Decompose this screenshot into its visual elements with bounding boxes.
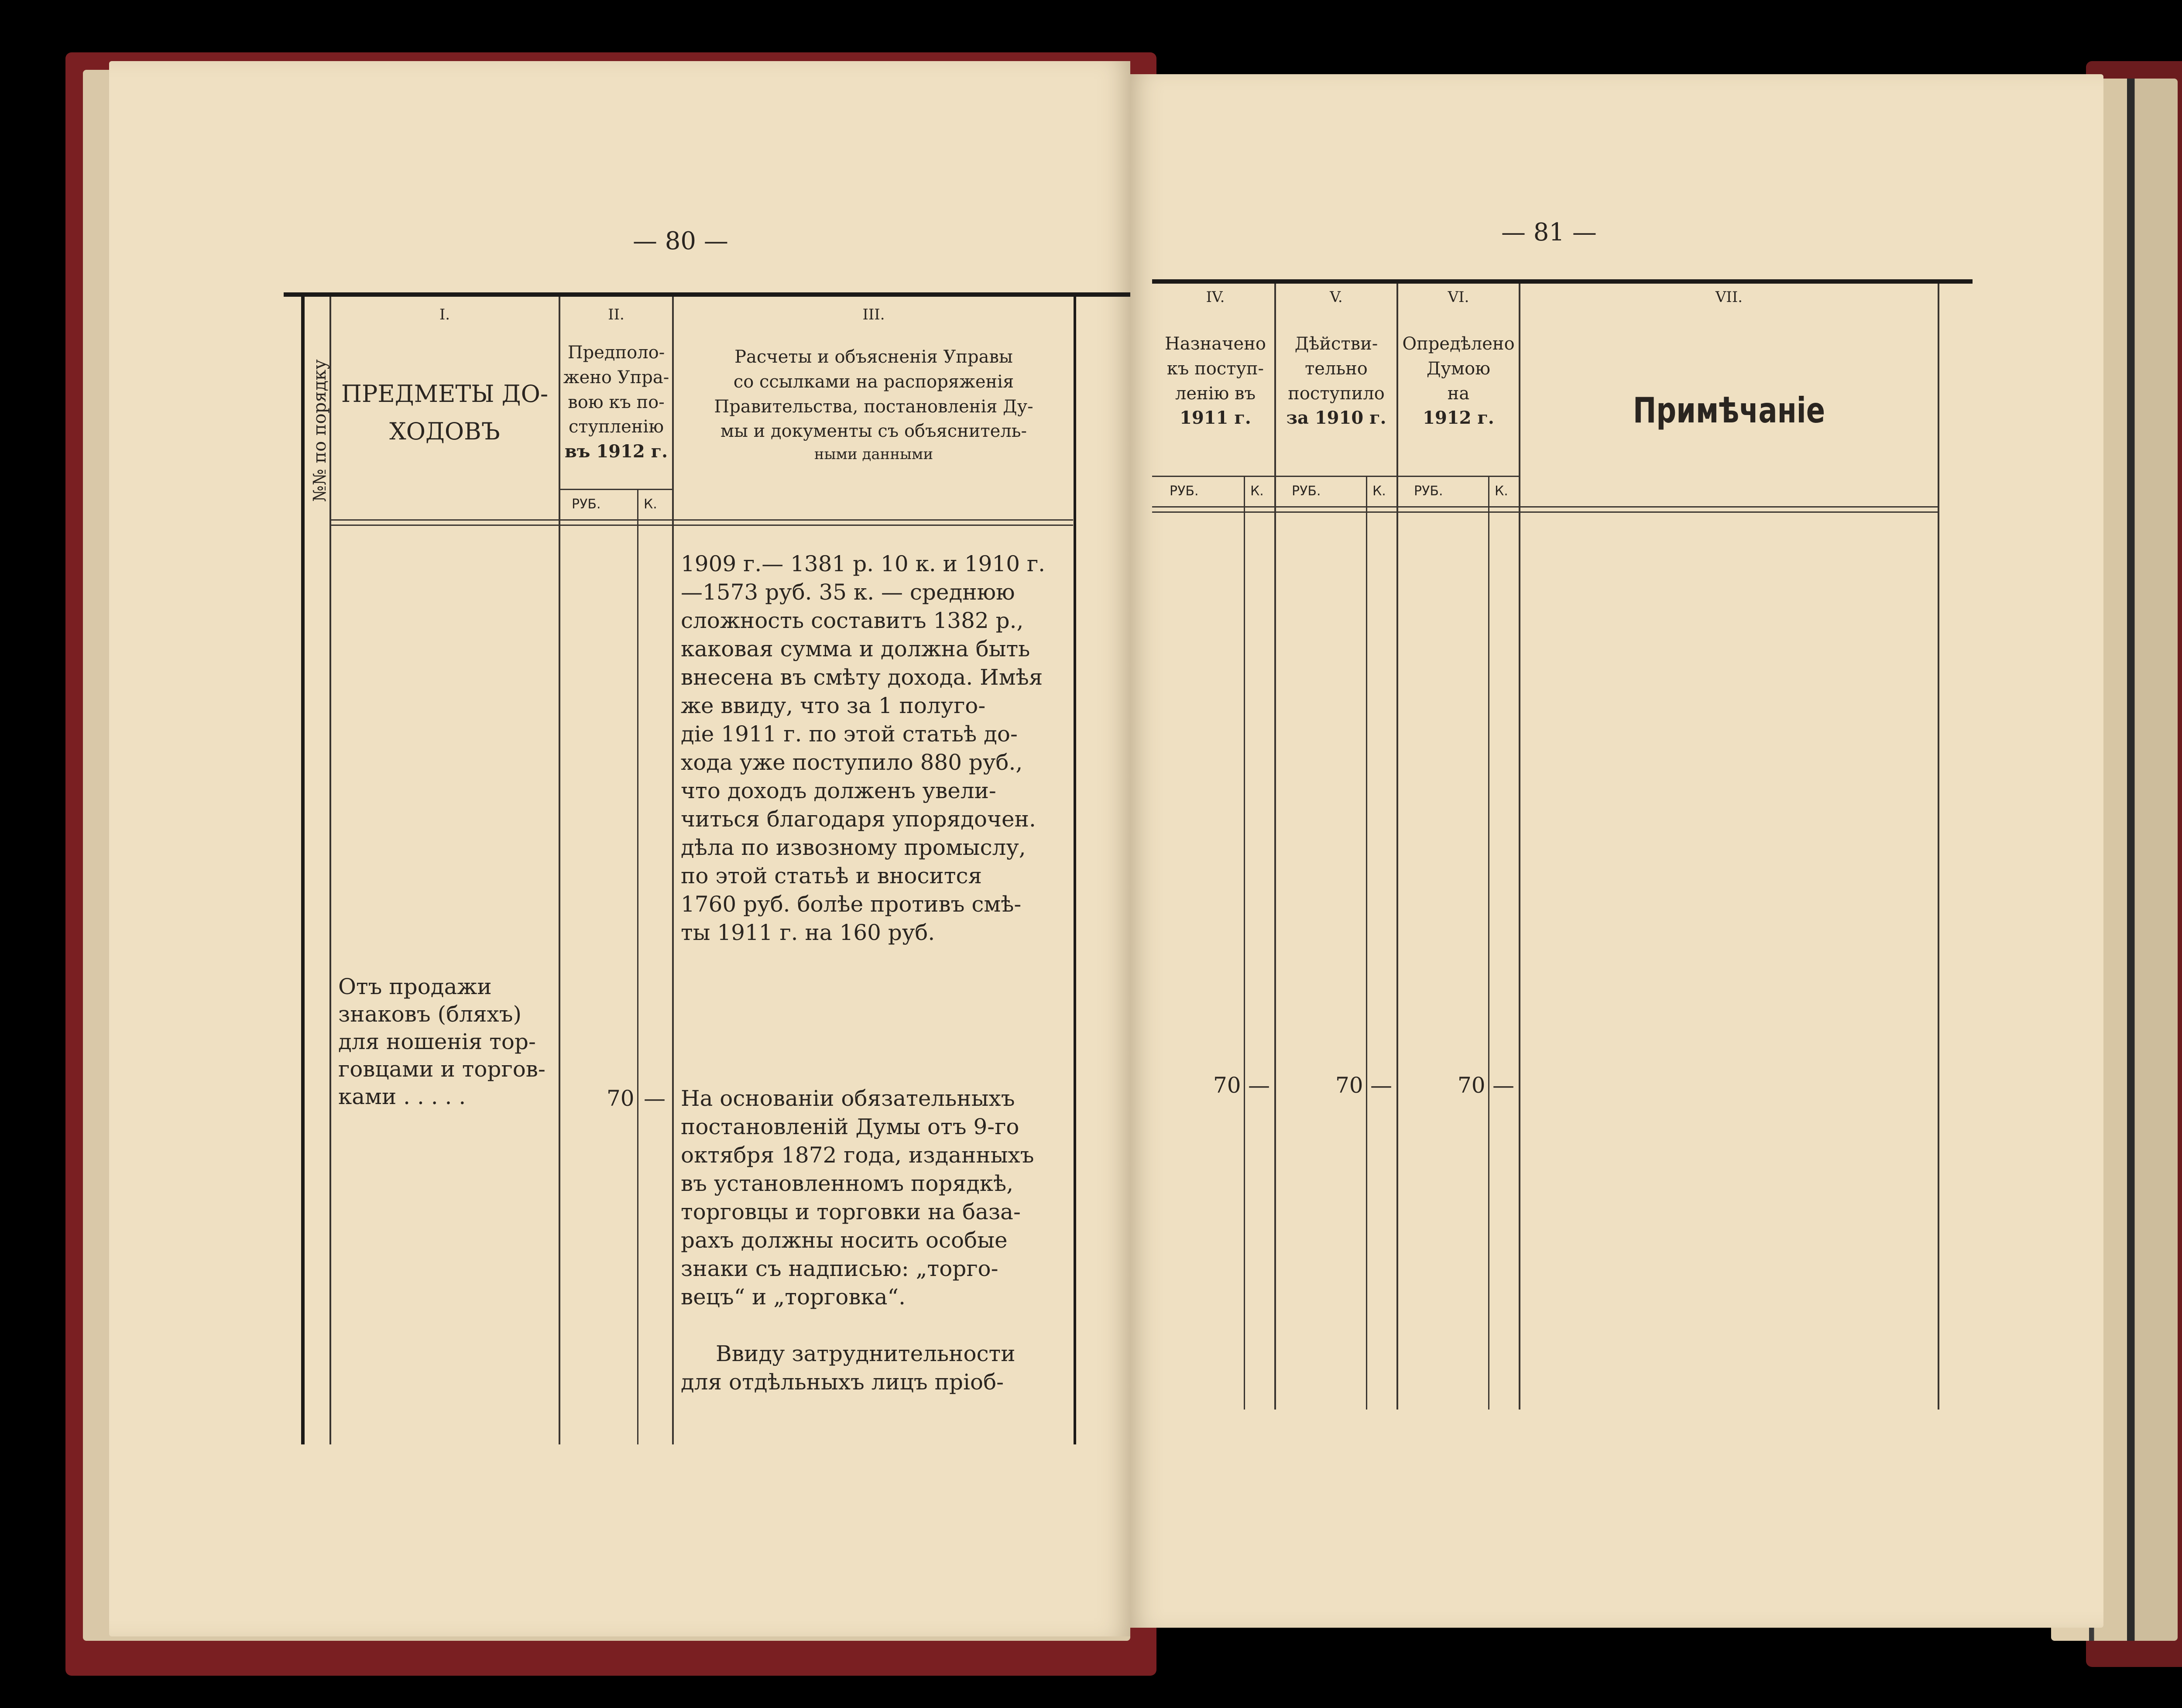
col7-right-rule — [1938, 284, 1939, 1410]
col2-header-line: жено Упра- — [563, 367, 669, 388]
header-bottom-rule-2 — [1152, 511, 1938, 513]
col4-unit-rub: РУБ. — [1170, 484, 1199, 499]
col2-kop-rule — [637, 489, 638, 1444]
col2-header-line: въ 1912 г. — [564, 441, 668, 462]
col7-roman: VII. — [1715, 288, 1743, 306]
text-line: —1573 руб. 35 к. — среднюю — [681, 580, 1015, 605]
item-label-line: ками . . . . . — [338, 1084, 466, 1109]
text-line: торговцы и торговки на база- — [681, 1199, 1021, 1224]
col3-header-line: ными данными — [814, 446, 933, 463]
col5-roman: V. — [1330, 288, 1343, 306]
col6-header-line: Думою — [1426, 358, 1491, 379]
col2-header-line: Предполо- — [567, 343, 665, 363]
text-line: что доходъ долженъ увели- — [681, 778, 996, 803]
item-label-line: знаковъ (бляхъ) — [338, 1001, 522, 1027]
header-bottom-rule-2 — [331, 525, 1073, 526]
col2-header — [560, 340, 672, 464]
col5-header-line: тельно — [1305, 358, 1368, 379]
text-line: въ установленномъ порядкѣ, — [681, 1171, 1014, 1196]
text-line: для отдѣльныхъ лицъ пріоб- — [681, 1369, 1004, 1395]
col6-header — [1398, 332, 1519, 431]
col2-right-rule — [672, 297, 674, 1444]
text-line: На основаніи обязательныхъ — [681, 1086, 1015, 1111]
header-bottom-rule-1 — [331, 519, 1073, 521]
col4-header-line: Назначено — [1165, 334, 1266, 354]
text-line: рахъ должны носить особые — [681, 1228, 1008, 1253]
item-amount-1912-proposed: 70 — [607, 1086, 635, 1111]
col5-right-rule — [1396, 284, 1398, 1410]
text-line: внесена въ смѣту дохода. Имѣя — [681, 665, 1043, 690]
col4-unit-kop: К. — [1250, 484, 1264, 499]
col5-unit-rub: РУБ. — [1292, 484, 1321, 499]
col3-header-line: Правительства, постановленія Ду- — [714, 396, 1033, 417]
item-label-line: говцами и торгов- — [338, 1056, 546, 1082]
col1-roman: I. — [439, 306, 450, 323]
col1-right-rule — [559, 297, 560, 1444]
col3-header-line: Расчеты и объясненія Управы — [734, 347, 1013, 367]
text-line: октября 1872 года, изданныхъ — [681, 1142, 1034, 1168]
col3-right-rule — [1074, 297, 1076, 1444]
text-line: 1909 г.— 1381 р. 10 к. и 1910 г. — [681, 551, 1046, 576]
col2-header-line: ступленію — [568, 417, 664, 437]
col2-unit-kop: К. — [644, 497, 657, 512]
text-line: хода уже поступило 880 руб., — [681, 750, 1023, 775]
col6-header-line: на — [1447, 383, 1470, 404]
text-line: сложность составитъ 1382 р., — [681, 608, 1024, 633]
units-rule — [1152, 476, 1519, 477]
text-line: же ввиду, что за 1 полуго- — [681, 693, 986, 718]
text-line: дѣла по извозному промыслу, — [681, 835, 1026, 860]
right-page — [1130, 74, 2103, 1628]
text-line: 1760 руб. болѣе противъ смѣ- — [681, 892, 1022, 917]
text-line: постановленій Думы отъ 9-го — [681, 1114, 1019, 1139]
explanation-text-2 — [681, 1084, 1069, 1311]
page-number-81: — 81 — — [1501, 218, 1597, 247]
col3-roman: III. — [862, 306, 885, 323]
col4-kop-rule — [1244, 476, 1245, 1410]
col6-header-line: 1912 г. — [1423, 408, 1494, 429]
text-line: ты 1911 г. на 160 руб. — [681, 920, 935, 945]
amount-1910-kop-dash: — — [1370, 1073, 1392, 1098]
col4-header — [1156, 332, 1274, 431]
col2-header-line: вою къ по- — [568, 392, 665, 412]
col5-unit-kop: К. — [1372, 484, 1386, 499]
col6-right-rule — [1519, 284, 1520, 1410]
amount-1910-actual: 70 — [1335, 1073, 1363, 1098]
amount-1912-kop-dash: — — [1492, 1073, 1514, 1098]
item-label-line: для ношенія тор- — [338, 1029, 536, 1054]
col4-header-line: къ поступ- — [1166, 358, 1264, 379]
col0-left-rule — [301, 297, 305, 1444]
col5-kop-rule — [1366, 476, 1367, 1410]
col1-header-line: ПРЕДМЕТЫ ДО- — [341, 380, 549, 408]
col4-roman: IV. — [1206, 288, 1225, 306]
table-top-rule — [1152, 279, 1973, 284]
item-label-line: Отъ продажи — [338, 974, 492, 999]
col1-header-line: ХОДОВЪ — [389, 418, 500, 446]
text-line: вецъ“ и „торговка“. — [681, 1284, 906, 1310]
col6-unit-kop: К. — [1495, 484, 1508, 499]
col3-header-line: со ссылками на распоряженія — [733, 371, 1014, 392]
col6-unit-rub: РУБ. — [1414, 484, 1443, 499]
text-line: діе 1911 г. по этой статьѣ до- — [681, 721, 1018, 747]
text-line: Ввиду затруднительности — [716, 1341, 1016, 1366]
col2-roman: II. — [608, 306, 624, 323]
col5-header-line: Дѣйстви- — [1294, 334, 1378, 354]
header-bottom-rule-1 — [1152, 506, 1938, 508]
col0-header: №№ по порядку — [310, 359, 330, 502]
item-kop-dash: — — [644, 1086, 666, 1111]
explanation-text-3 — [681, 1340, 1069, 1396]
col5-header — [1276, 332, 1396, 431]
col6-kop-rule — [1488, 476, 1489, 1410]
col4-right-rule — [1274, 284, 1276, 1410]
col5-header-line: поступило — [1288, 383, 1385, 404]
text-line: знаки съ надписью: „торго- — [681, 1256, 998, 1281]
col2-unit-rub: РУБ. — [572, 497, 601, 512]
col4-header-line: 1911 г. — [1180, 408, 1251, 429]
text-line: читься благодаря упорядочен. — [681, 806, 1036, 832]
item-label — [338, 973, 554, 1111]
amount-1911-kop-dash: — — [1248, 1073, 1270, 1098]
left-page — [109, 61, 1130, 1636]
col5-header-line: за 1910 г. — [1286, 408, 1386, 429]
amount-1911-assigned: 70 — [1213, 1073, 1241, 1098]
explanation-text-1 — [681, 550, 1069, 947]
col7-header-note: Примѣчаніе — [1633, 390, 1825, 431]
col4-header-line: ленію въ — [1175, 383, 1256, 404]
units-rule — [560, 489, 672, 490]
text-line: каковая сумма и должна быть — [681, 636, 1030, 662]
page-number-80: — 80 — — [633, 227, 728, 255]
col3-header-line: мы и документы съ объяснитель- — [720, 421, 1027, 442]
col1-header — [331, 375, 558, 451]
amount-1912-determined: 70 — [1458, 1073, 1486, 1098]
text-line: по этой статьѣ и вносится — [681, 863, 982, 888]
col3-header — [674, 345, 1074, 465]
table-top-rule — [284, 292, 1204, 297]
col6-header-line: Опредѣлено — [1402, 334, 1515, 354]
col6-roman: VI. — [1448, 288, 1469, 306]
